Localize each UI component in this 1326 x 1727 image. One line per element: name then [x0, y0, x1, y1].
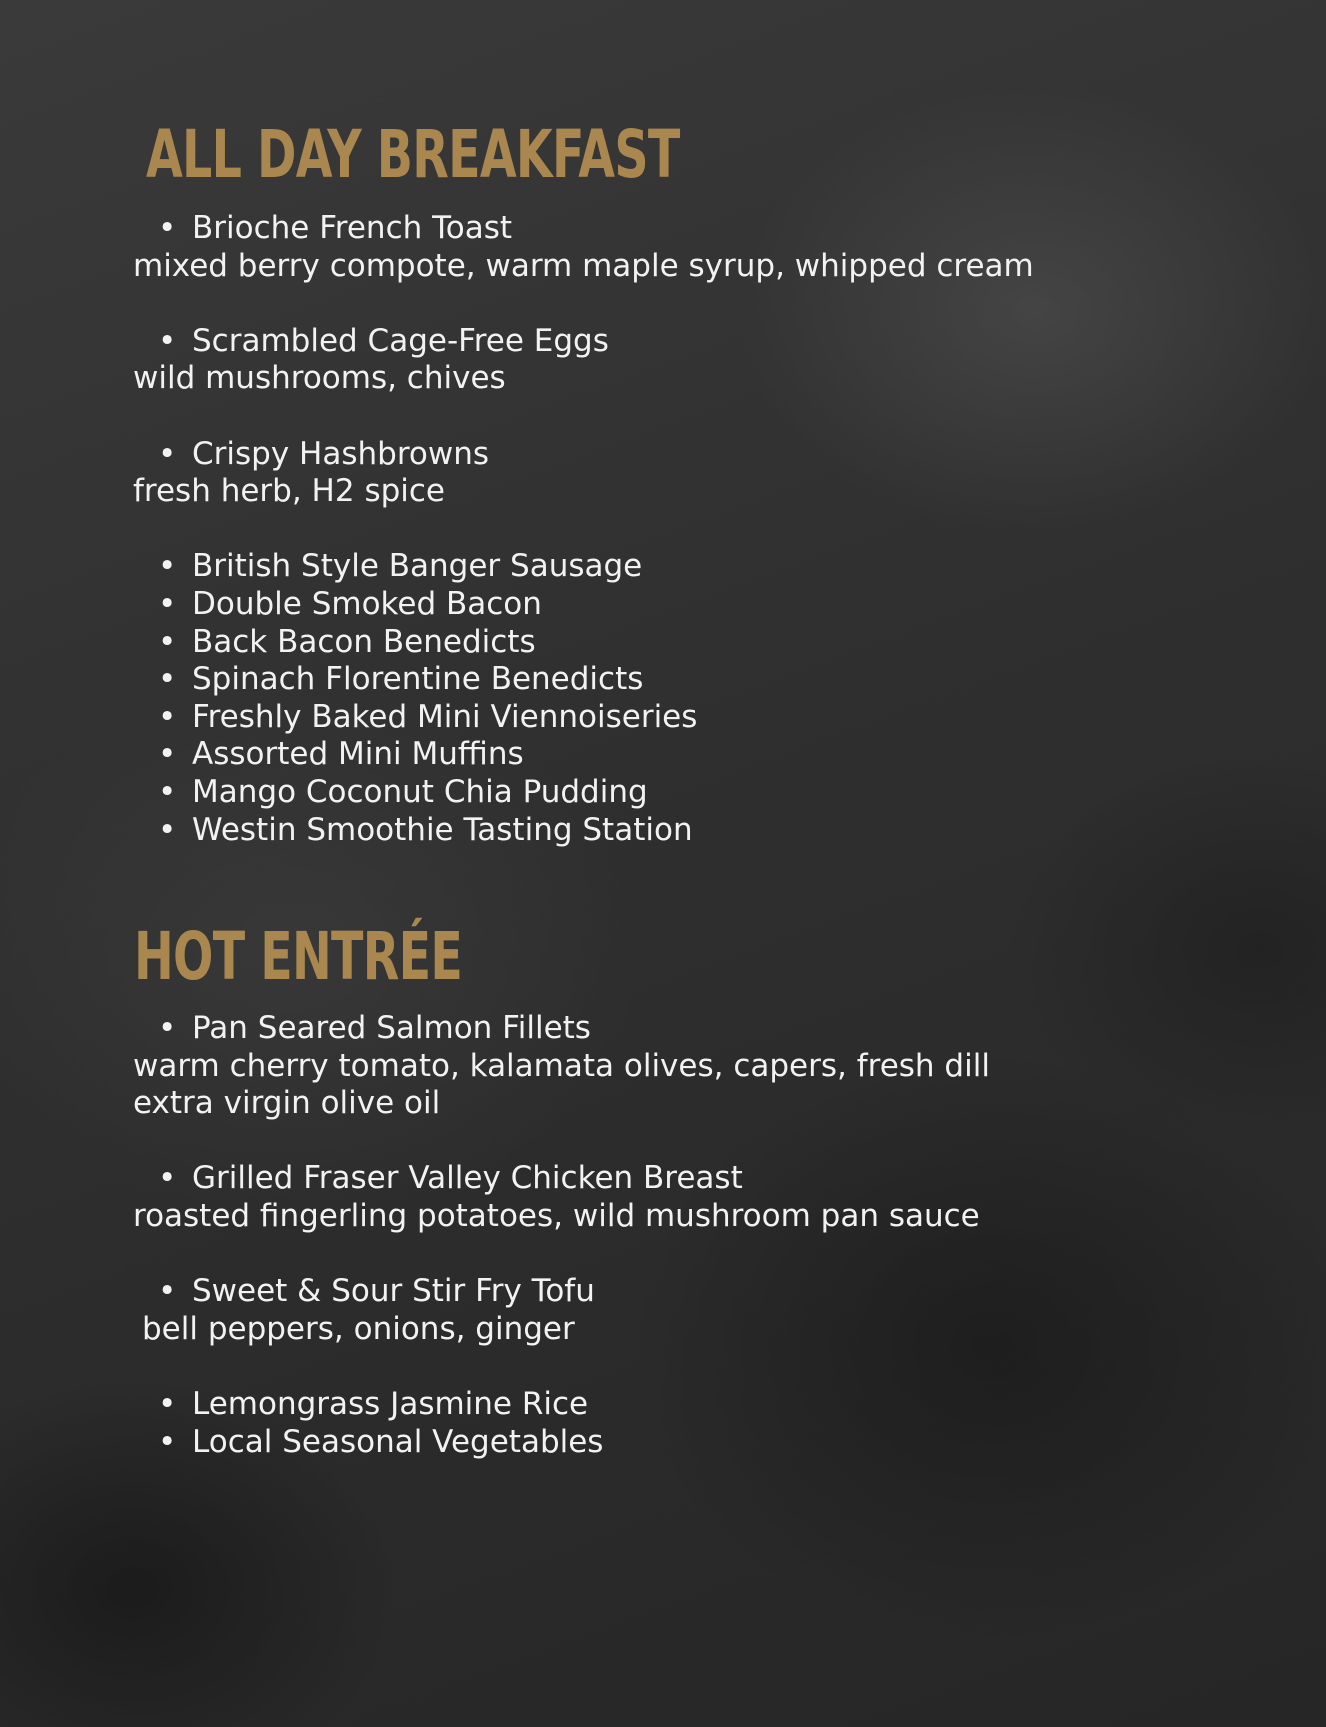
menu-item-name: Sweet & Sour Stir Fry Tofu [192, 1273, 595, 1310]
bullet-icon: • [158, 548, 177, 585]
menu-item-name: Back Bacon Benedicts [192, 623, 536, 660]
menu-item [133, 586, 1233, 624]
bullet-icon: • [158, 1423, 177, 1460]
section-title-entree: HOT ENTRÉE [134, 918, 463, 995]
menu-item-name: Grilled Fraser Valley Chicken Breast [192, 1160, 743, 1197]
bullet-icon: • [158, 1010, 177, 1046]
section-title-breakfast: ALL DAY BREAKFAST [146, 116, 680, 193]
menu-item [133, 774, 1233, 812]
bullet-icon: • [158, 322, 177, 359]
menu-item [133, 812, 1233, 850]
menu-item [133, 661, 1233, 699]
menu-item-name: Brioche French Toast [192, 210, 513, 246]
menu-item [133, 1424, 1233, 1462]
menu-item [133, 323, 1233, 361]
menu-item-description: mixed berry compote, warm maple syrup, whipped cream [133, 247, 1034, 284]
spacer [133, 285, 1233, 323]
menu-item [133, 1386, 1233, 1424]
menu-item [133, 1010, 1233, 1048]
menu-item-name: Freshly Baked Mini Viennoiseries [192, 698, 698, 735]
menu-item-name: Scrambled Cage-Free Eggs [192, 322, 609, 359]
menu-item-name: Mango Coconut Chia Pudding [192, 773, 648, 810]
menu-item [133, 736, 1233, 774]
menu-item-name: Lemongrass Jasmine Rice [192, 1385, 589, 1422]
menu-item [133, 699, 1233, 737]
menu-item [133, 210, 1233, 248]
spacer [133, 398, 1233, 436]
bullet-icon: • [158, 1273, 177, 1310]
menu-item-description: warm cherry tomato, kalamata olives, capers, fresh dill [133, 1047, 990, 1084]
bullet-icon: • [158, 1160, 177, 1197]
menu-item [133, 1273, 1233, 1311]
bullet-icon: • [158, 773, 177, 810]
menu-item-description-2: extra virgin olive oil [133, 1085, 441, 1122]
menu-item-name: Assorted Mini Muffins [192, 736, 524, 773]
menu-item [133, 1160, 1233, 1198]
bullet-icon: • [158, 623, 177, 660]
menu-item-description: wild mushrooms, chives [133, 360, 506, 397]
menu-item-name: British Style Banger Sausage [192, 548, 643, 585]
spacer [133, 1348, 1233, 1386]
spacer [133, 1236, 1233, 1274]
menu-item-name: Local Seasonal Vegetables [192, 1423, 604, 1460]
bullet-icon: • [158, 435, 177, 472]
spacer [133, 511, 1233, 549]
bullet-icon: • [158, 1385, 177, 1422]
bullet-icon: • [158, 736, 177, 773]
bullet-icon: • [158, 661, 177, 698]
menu-item-description: roasted fingerling potatoes, wild mushroom pan sauce [133, 1197, 980, 1234]
entree-menu-list [133, 1010, 1233, 1461]
spacer [133, 1123, 1233, 1161]
bullet-icon: • [158, 585, 177, 622]
menu-item-name: Westin Smoothie Tasting Station [192, 811, 693, 848]
menu-item-name: Pan Seared Salmon Fillets [192, 1010, 591, 1046]
menu-item-description: fresh herb, H2 spice [133, 473, 445, 510]
menu-item-name: Crispy Hashbrowns [192, 435, 489, 472]
breakfast-menu-list [133, 210, 1233, 849]
menu-item [133, 436, 1233, 474]
menu-item-name: Spinach Florentine Benedicts [192, 661, 644, 698]
menu-item-name: Double Smoked Bacon [192, 585, 542, 622]
bullet-icon: • [158, 811, 177, 848]
menu-item [133, 548, 1233, 586]
menu-item [133, 624, 1233, 662]
bullet-icon: • [158, 698, 177, 735]
menu-item-description: bell peppers, onions, ginger [142, 1310, 575, 1347]
bullet-icon: • [158, 210, 177, 246]
